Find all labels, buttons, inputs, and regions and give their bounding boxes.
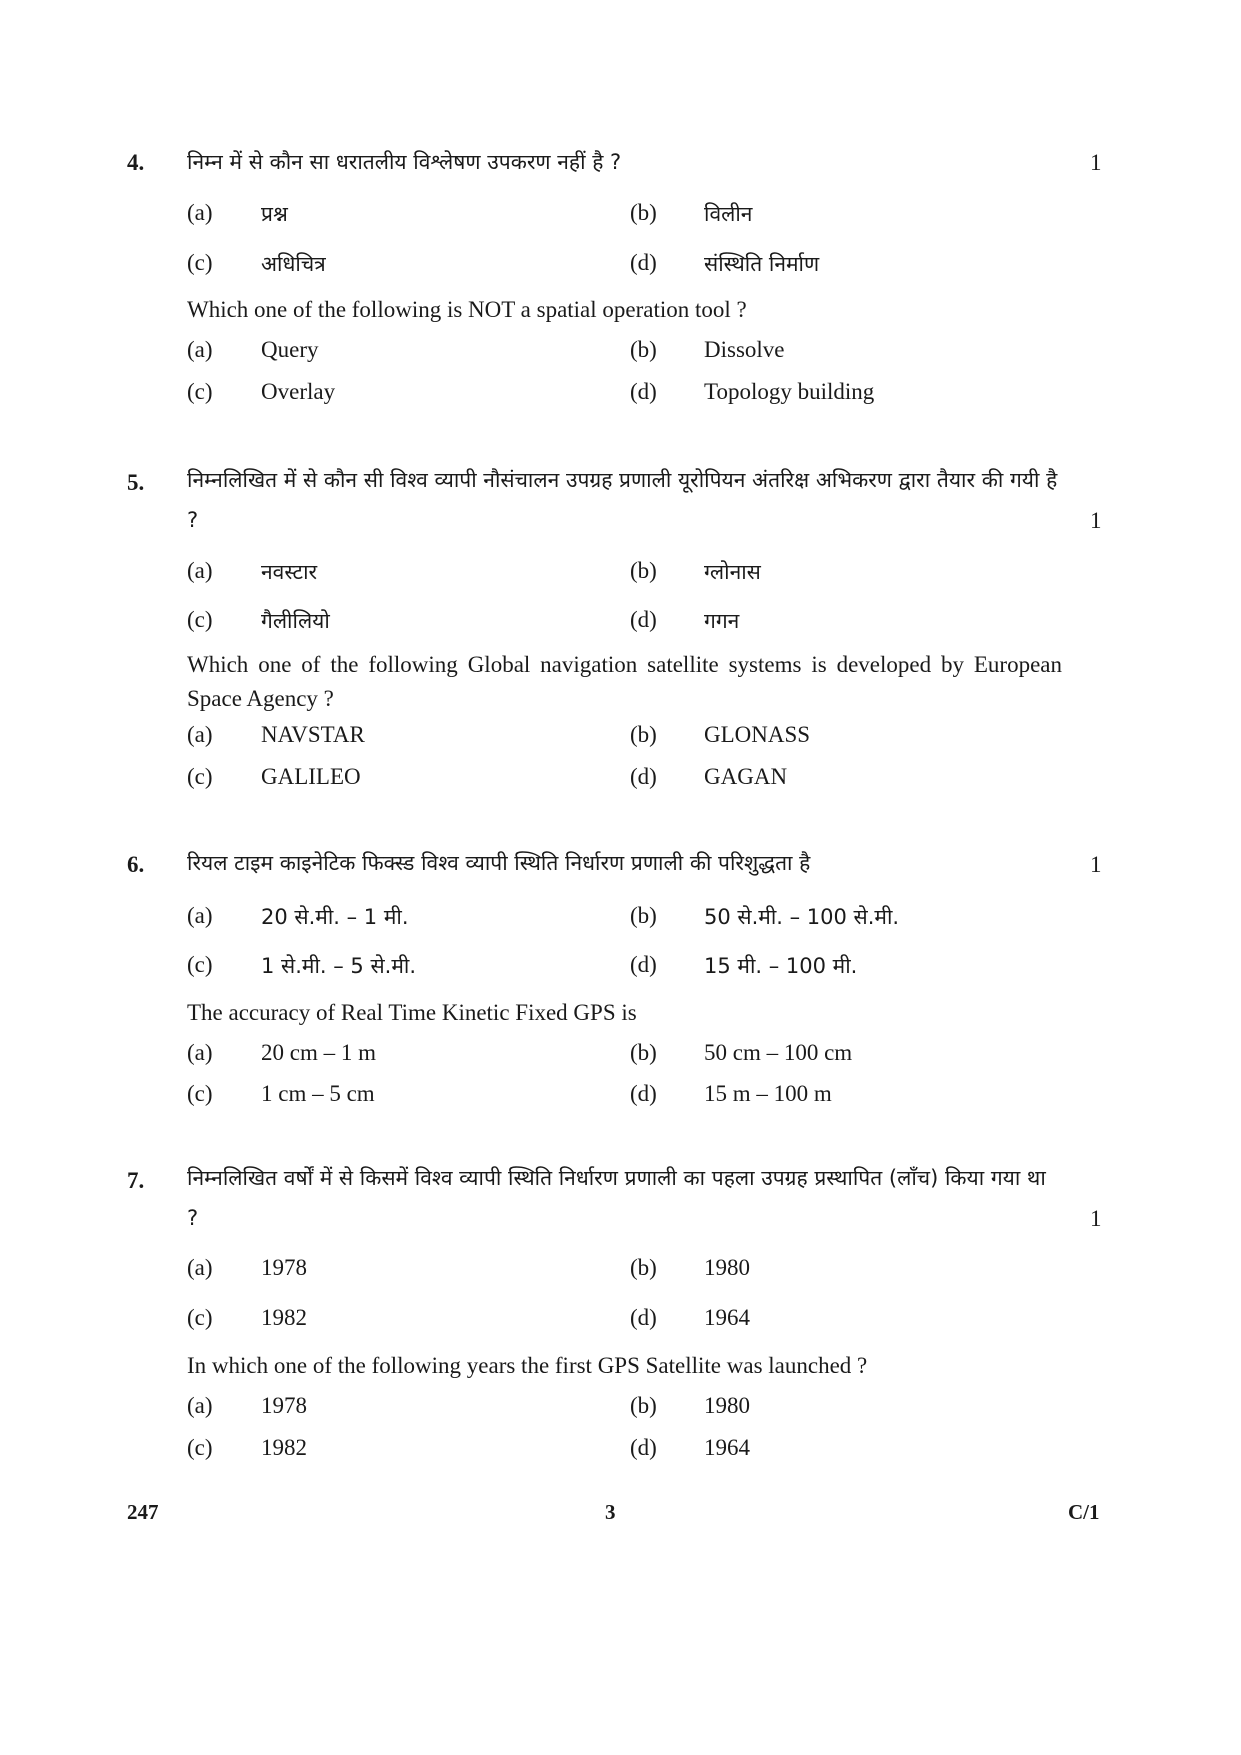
option-text: 1982 bbox=[261, 1305, 307, 1330]
option-label: (c) bbox=[187, 1435, 213, 1460]
option-text: Query bbox=[261, 337, 319, 362]
question-number: 5. bbox=[127, 470, 145, 495]
option-text: अधिचित्र bbox=[261, 252, 326, 276]
option-label: (d) bbox=[630, 952, 657, 977]
option-text: 15 मी. – 100 मी. bbox=[704, 954, 858, 978]
option-label: (c) bbox=[187, 250, 213, 275]
option-label: (b) bbox=[630, 903, 657, 928]
option-text: 1 cm – 5 cm bbox=[261, 1081, 375, 1106]
question-number: 4. bbox=[127, 150, 145, 175]
option-label: (a) bbox=[187, 1393, 213, 1418]
option-label: (d) bbox=[630, 764, 657, 789]
question-text-hindi: रियल टाइम काइनेटिक फिक्स्ड विश्व व्यापी स्थिति निर्धारण प्रणाली की परिशुद्धता है bbox=[187, 851, 811, 875]
question-text-english: The accuracy of Real Time Kinetic Fixed GPS is bbox=[187, 1000, 637, 1025]
option-text: विलीन bbox=[704, 202, 753, 226]
question-text-english: Which one of the following Global navigation satellite systems is developed by European Space Agency ? bbox=[187, 652, 1062, 711]
option-label: (b) bbox=[630, 558, 657, 583]
option-text: 1978 bbox=[261, 1255, 307, 1280]
option-label: (d) bbox=[630, 379, 657, 404]
option-label: (a) bbox=[187, 337, 213, 362]
option-text: ग्लोनास bbox=[704, 560, 761, 584]
option-label: (a) bbox=[187, 200, 213, 225]
set-code: C/1 bbox=[1068, 1500, 1100, 1524]
question-marks: 1 bbox=[1090, 508, 1102, 533]
option-label: (c) bbox=[187, 952, 213, 977]
option-text: नवस्टार bbox=[261, 560, 318, 584]
option-text: गगन bbox=[704, 609, 740, 633]
option-text: 1964 bbox=[704, 1305, 750, 1330]
option-label: (c) bbox=[187, 379, 213, 404]
option-text: NAVSTAR bbox=[261, 722, 365, 747]
option-label: (b) bbox=[630, 1393, 657, 1418]
option-label: (a) bbox=[187, 1255, 213, 1280]
question-number: 6. bbox=[127, 852, 145, 877]
option-text: 1982 bbox=[261, 1435, 307, 1460]
option-text: Dissolve bbox=[704, 337, 785, 362]
option-text: 50 से.मी. – 100 से.मी. bbox=[704, 905, 900, 929]
option-text: 15 m – 100 m bbox=[704, 1081, 832, 1106]
question-text-hindi: निम्नलिखित वर्षों में से किसमें विश्व व्यापी स्थिति निर्धारण प्रणाली का पहला उपग्रह प्रस्थापित (लाँच) किया गया था ? bbox=[187, 1166, 1046, 1230]
option-label: (b) bbox=[630, 1255, 657, 1280]
option-label: (a) bbox=[187, 1040, 213, 1065]
option-text: Overlay bbox=[261, 379, 336, 404]
option-label: (d) bbox=[630, 250, 657, 275]
option-text: 1 से.मी. – 5 से.मी. bbox=[261, 954, 417, 978]
option-text: 1964 bbox=[704, 1435, 750, 1460]
question-text-hindi: निम्न में से कौन सा धरातलीय विश्लेषण उपकरण नहीं है ? bbox=[187, 150, 622, 174]
question-text-english: Which one of the following is NOT a spatial operation tool ? bbox=[187, 297, 747, 322]
option-text: गैलीलियो bbox=[261, 609, 330, 633]
page-number: 3 bbox=[605, 1500, 616, 1524]
option-label: (a) bbox=[187, 722, 213, 747]
option-label: (d) bbox=[630, 1081, 657, 1106]
option-label: (b) bbox=[630, 200, 657, 225]
option-text: 20 cm – 1 m bbox=[261, 1040, 376, 1065]
option-label: (a) bbox=[187, 903, 213, 928]
option-text: 1980 bbox=[704, 1255, 750, 1280]
question-text-english: In which one of the following years the first GPS Satellite was launched ? bbox=[187, 1353, 868, 1378]
option-text: 20 से.मी. – 1 मी. bbox=[261, 905, 409, 929]
question-marks: 1 bbox=[1090, 150, 1102, 175]
option-text: 1980 bbox=[704, 1393, 750, 1418]
option-label: (c) bbox=[187, 1081, 213, 1106]
option-label: (b) bbox=[630, 337, 657, 362]
option-text: 1978 bbox=[261, 1393, 307, 1418]
option-text: प्रश्न bbox=[261, 202, 288, 226]
option-label: (c) bbox=[187, 607, 213, 632]
option-text: 50 cm – 100 cm bbox=[704, 1040, 853, 1065]
option-label: (c) bbox=[187, 1305, 213, 1330]
question-number: 7. bbox=[127, 1168, 145, 1193]
option-label: (a) bbox=[187, 558, 213, 583]
option-text: GAGAN bbox=[704, 764, 788, 789]
paper-code: 247 bbox=[127, 1500, 159, 1524]
option-label: (b) bbox=[630, 722, 657, 747]
option-text: GALILEO bbox=[261, 764, 361, 789]
option-label: (b) bbox=[630, 1040, 657, 1065]
option-label: (d) bbox=[630, 1305, 657, 1330]
option-text: GLONASS bbox=[704, 722, 811, 747]
option-label: (c) bbox=[187, 764, 213, 789]
question-text-hindi: निम्नलिखित में से कौन सी विश्व व्यापी नौसंचालन उपग्रह प्रणाली यूरोपियन अंतरिक्ष अभिकरण द्वारा तैयार की गयी है ? bbox=[187, 468, 1058, 532]
option-label: (d) bbox=[630, 1435, 657, 1460]
option-label: (d) bbox=[630, 607, 657, 632]
option-text: Topology building bbox=[704, 379, 875, 404]
question-marks: 1 bbox=[1090, 1206, 1102, 1231]
question-marks: 1 bbox=[1090, 852, 1102, 877]
option-text: संस्थिति निर्माण bbox=[704, 252, 820, 276]
